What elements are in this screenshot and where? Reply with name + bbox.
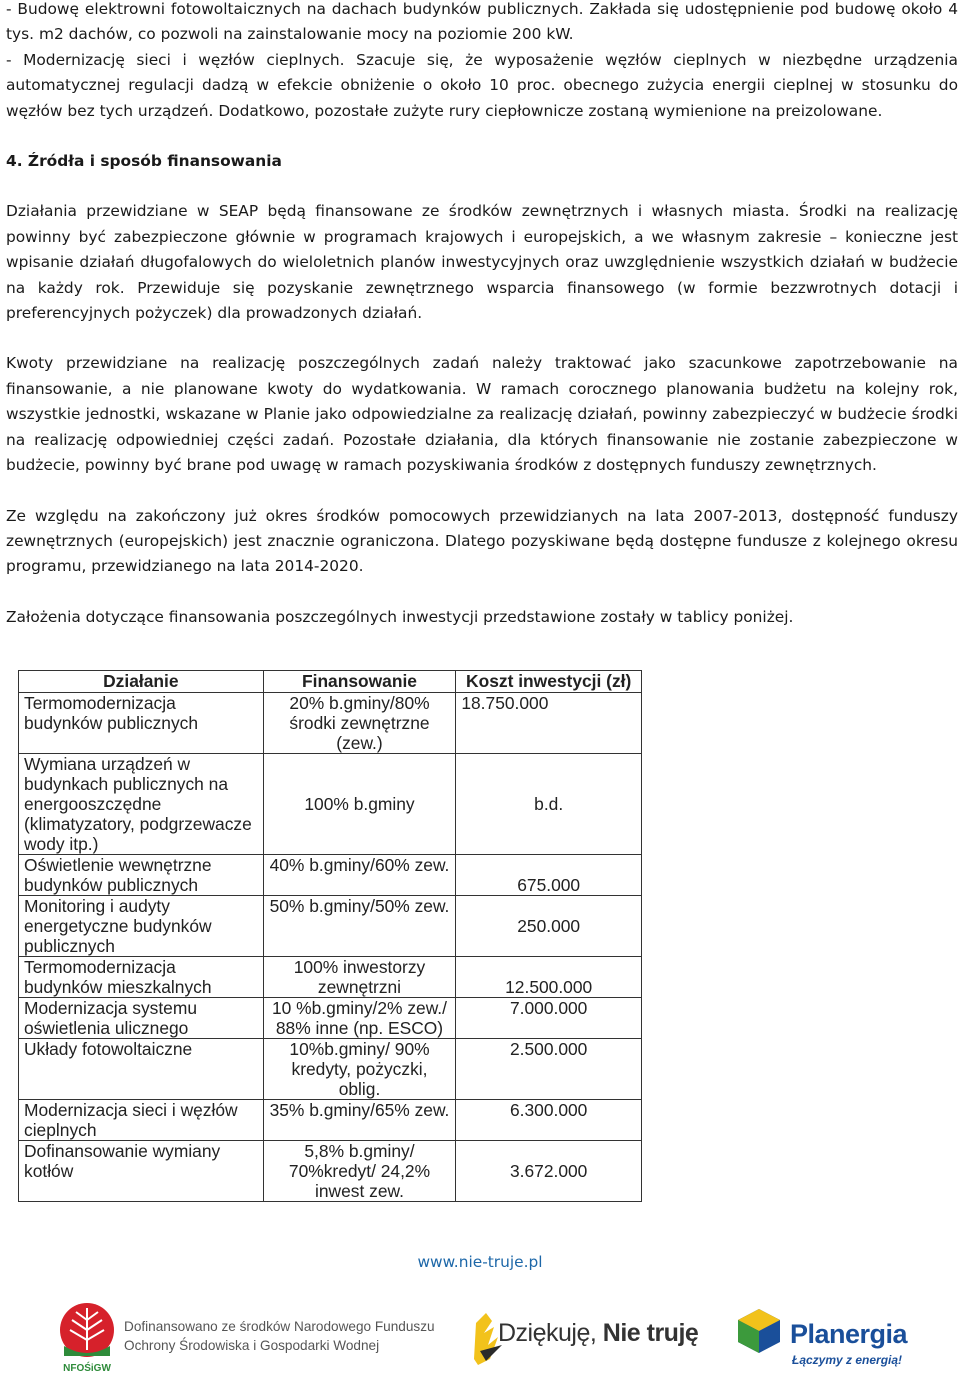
table-row: [19, 957, 642, 998]
cell-action: Modernizacja sieci i węzłów cieplnych: [19, 1100, 264, 1141]
planergia-name: Planergia: [790, 1319, 908, 1349]
document-body: [6, 0, 958, 630]
cell-action: Termomodernizacja budynków publicznych: [19, 693, 264, 754]
nfosigw-logo-icon: [58, 1300, 116, 1374]
paragraph-eu-funds: Ze względu na zakończony już okres środków pomocowych przewidzianych na lata 2007-2013, dostępność funduszy zewnętrznych (europejskich) jest znacznie ograniczona. Dlatego pozyskiwane będą dostępne fundusze z kolejnego okresu programu, przewidzianego na lata 2014-2020.: [6, 506, 958, 576]
cell-cost: 675.000: [456, 855, 642, 896]
financing-table: [18, 670, 642, 1202]
header-financing: Finansowanie: [263, 671, 456, 693]
cell-action: Termomodernizacja budynków mieszkalnych: [19, 957, 264, 998]
table-row: [19, 1100, 642, 1141]
cell-cost: b.d.: [456, 754, 642, 855]
website-link[interactable]: www.nie-truje.pl: [417, 1253, 543, 1271]
cell-action: Monitoring i audyty energetyczne budynków publicznych: [19, 896, 264, 957]
table-row: [19, 896, 642, 957]
campaign-slogan-b: Nie truję: [602, 1319, 699, 1347]
cell-action: Modernizacja systemu oświetlenia ulicznego: [19, 998, 264, 1039]
header-action: Działanie: [19, 671, 264, 693]
cell-financing: 10%b.gminy/ 90% kredyty, pożyczki, oblig.: [263, 1039, 456, 1100]
cell-cost: 18.750.000: [456, 693, 642, 754]
header-cost: Koszt inwestycji (zł): [456, 671, 642, 693]
nfosigw-line-1: Dofinansowano ze środków Narodowego Funduszu: [124, 1319, 435, 1334]
planergia-logo-icon: [737, 1308, 781, 1354]
cell-financing: 35% b.gminy/65% zew.: [263, 1100, 456, 1141]
table-row: [19, 693, 642, 754]
nfosigw-line-2: Ochrony Środowiska i Gospodarki Wodnej: [124, 1338, 380, 1353]
cell-action: Wymiana urządzeń w budynkach publicznych na energooszczędne (klimatyzatory, podgrzewacze wody itp.): [19, 754, 264, 855]
cell-financing: 40% b.gminy/60% zew.: [263, 855, 456, 896]
cell-financing: 10 %b.gminy/2% zew./ 88% inne (np. ESCO): [263, 998, 456, 1039]
nfosigw-caption: [124, 1317, 435, 1355]
campaign-slogan: [498, 1319, 698, 1348]
cell-financing: 100% b.gminy: [263, 754, 456, 855]
cell-cost: 6.300.000: [456, 1100, 642, 1141]
table-row: [19, 754, 642, 855]
cell-cost: 3.672.000: [456, 1141, 642, 1202]
cell-financing: 50% b.gminy/50% zew.: [263, 896, 456, 957]
cell-action: Oświetlenie wewnętrzne budynków publicznych: [19, 855, 264, 896]
table-row: [19, 1039, 642, 1100]
paragraph-table-intro: Założenia dotyczące finansowania poszczególnych inwestycji przedstawione zostały w tablicy poniżej.: [6, 607, 794, 626]
cell-financing: 20% b.gminy/80% środki zewnętrzne (zew.): [263, 693, 456, 754]
table-row: [19, 855, 642, 896]
cell-action: Dofinansowanie wymiany kotłów: [19, 1141, 264, 1202]
table-row: [19, 1141, 642, 1202]
paragraph-budget-planning: Kwoty przewidziane na realizację poszczególnych zadań należy traktować jako szacunkowe zapotrzebowanie na finansowanie, a nie planowane kwoty do wydatkowania. W ramach corocznego planowania budżetu na kolejny rok, wszystkie jednostki, wskazane w Planie jako odpowiedzialne za realizację działań, powinny zabezpieczyć w budżecie środki na realizację odpowiedniej części zadań. Pozostałe działania, dla których finansowanie nie zostanie zabezpieczone w budżecie, powinny być brane pod uwagę w ramach pozyskiwania środków z dostępnych funduszy zewnętrznych.: [6, 354, 958, 475]
paragraph-heating-network: - Modernizację sieci i węzłów cieplnych. Szacuje się, że wyposażenie węzłów cieplnych w niezbędne urządzenia automatycznej regulacji dadzą w efekcie obniżenie o około 10 proc. obecnego zużycia energii cieplnej w stosunku do węzłów bez tych urządzeń. Dodatkowo, pozostałe zużyte rury ciepłownicze zostaną wymienione na preizolowane.: [6, 50, 958, 120]
cell-cost: 250.000: [456, 896, 642, 957]
cell-cost: 12.500.000: [456, 957, 642, 998]
planergia-tagline: Łączymy z energią!: [792, 1353, 903, 1367]
cell-financing: 100% inwestorzy zewnętrzni: [263, 957, 456, 998]
cell-action: Układy fotowoltaiczne: [19, 1039, 264, 1100]
paragraph-funding-sources: Działania przewidziane w SEAP będą finansowane ze środków zewnętrznych i własnych miasta. Środki na realizację powinny być zabezpieczone głównie w programach krajowych i europejskich, a we własnym zakresie – konieczne jest wpisanie działań długofalowych do wieloletnich planów inwestycyjnych oraz uwzględnienie wszystkich działań w budżecie na każdy rok. Przewiduje się pozyskanie zewnętrznego wsparcia finansowego (w formie bezzwrotnych dotacji i preferencyjnych pożyczek) dla prowadzonych działań.: [6, 202, 958, 323]
cell-financing: 5,8% b.gminy/ 70%kredyt/ 24,2% inwest zew.: [263, 1141, 456, 1202]
sponsor-logos: [0, 1295, 960, 1374]
cell-cost: 2.500.000: [456, 1039, 642, 1100]
campaign-slogan-a: Dziękuję,: [498, 1319, 603, 1347]
paragraph-pv-plants: - Budowę elektrowni fotowoltaicznych na dachach budynków publicznych. Zakłada się udostępnienie pod budowę około 4 tys. m2 dachów, co pozwoli na zainstalowanie mocy na poziomie 200 kW.: [6, 0, 958, 44]
table-row: [19, 998, 642, 1039]
cell-cost: 7.000.000: [456, 998, 642, 1039]
nfosigw-logo-text: NFOŚiGW: [63, 1363, 111, 1374]
table-header-row: [19, 671, 642, 693]
section-heading: 4. Źródła i sposób finansowania: [6, 152, 282, 171]
